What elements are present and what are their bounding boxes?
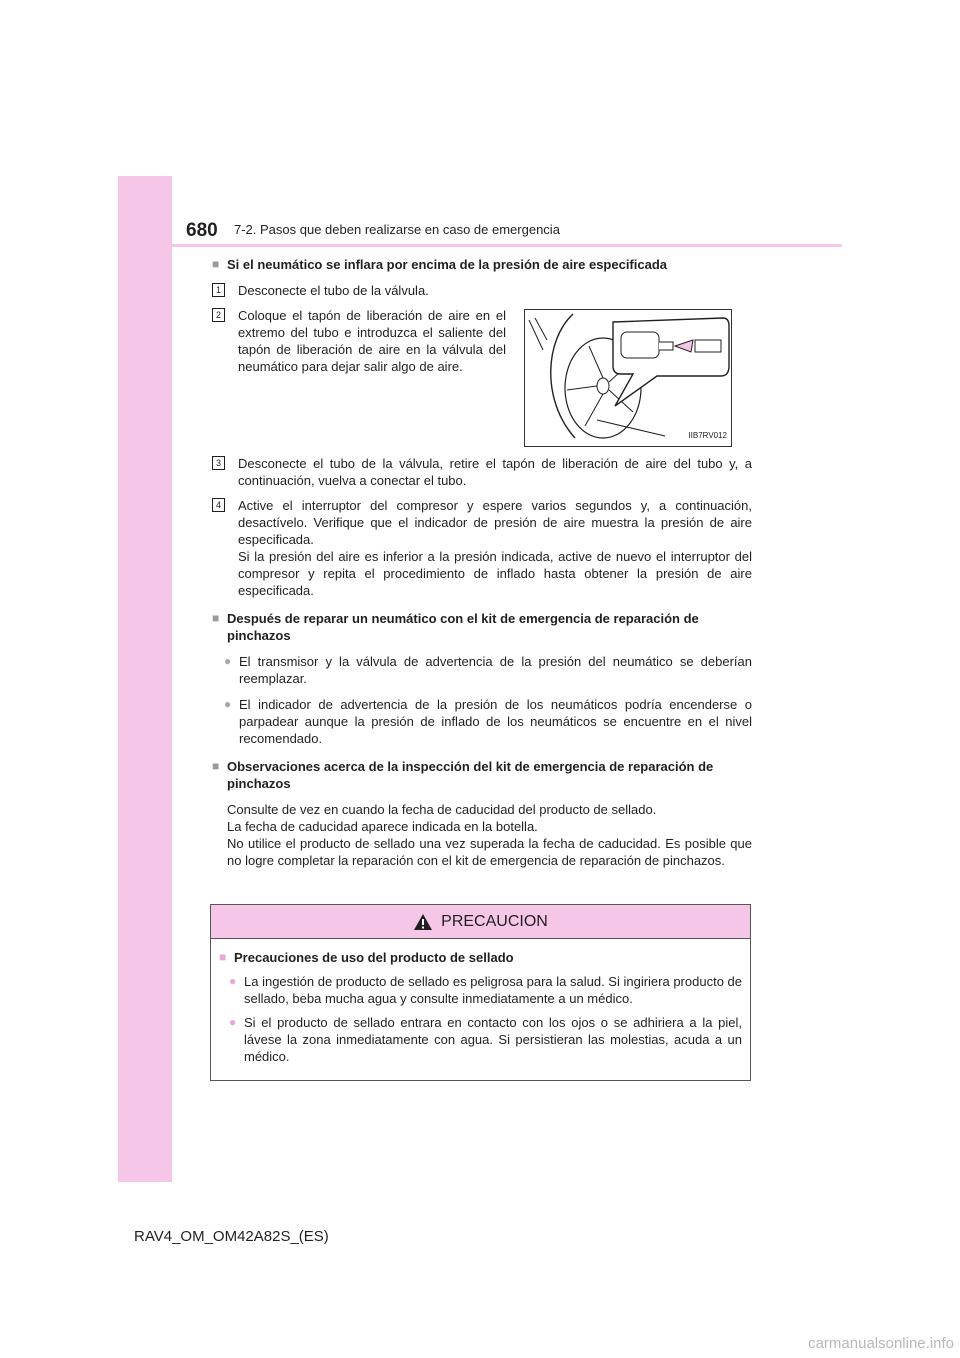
section-heading [212,758,752,792]
step-3 [212,455,752,489]
list-item [229,1014,742,1065]
step-2-row [212,307,752,447]
circle-bullet-icon: ● [224,654,232,668]
side-color-band [118,176,172,1182]
list-item-text: El indicador de advertencia de la presión de los neumáticos podría encenderse o parpadear aunque la presión de inflado de los neumáticos se encuentre en el nivel recomendado. [239,697,752,746]
list-item-text: Si el producto de sellado entrara en contacto con los ojos o se adhiriera a la piel, lávese la zona inmediatamente con agua. Si persistieran las molestias, acuda a un médico. [244,1015,742,1064]
step-text: Desconecte el tubo de la válvula, retire el tapón de liberación de aire del tubo y, a continuación, vuelva a conectar el tubo. [238,456,752,488]
heading-text: Si el neumático se inflara por encima de la presión de aire especificada [227,257,668,272]
main-content [212,256,752,869]
caution-title: PRECAUCION [441,912,548,930]
circle-bullet-icon: ● [229,1015,237,1029]
paragraph-line: La fecha de caducidad aparece indicada en la botella. [227,819,538,834]
heading-text: Precauciones de uso del producto de sellado [234,950,514,965]
paragraph [227,801,752,869]
heading-text: Después de reparar un neumático con el kit de emergencia de reparación de pinchazos [227,611,699,643]
list-item [224,653,752,687]
tire-valve-illustration [524,309,732,447]
list-item-text: La ingestión de producto de sellado es peligrosa para la salud. Si ingiriera producto de sellado, beba mucha agua y consulte inmediatamente a un médico. [244,974,742,1006]
document-code: RAV4_OM_OM42A82S_(ES) [134,1228,329,1245]
step-text-part2: Si la presión del aire es inferior a la presión indicada, active de nuevo el interruptor del compresor y repita el procedimiento de inflado hasta obtener la presión de aire especificada. [238,549,752,598]
figure-code: IIB7RV012 [688,431,727,440]
step-text-part1: Active el interruptor del compresor y espere varios segundos y, a continuación, desactívelo. Verifique que el indicador de presión de aire muestra la presión de aire especificada. [238,498,752,547]
step-number: 1 [212,283,225,297]
square-bullet-icon: ■ [219,950,227,964]
step-1 [212,282,752,299]
circle-bullet-icon: ● [229,974,237,988]
section-heading [212,256,752,273]
section-heading [212,610,752,644]
step-text [238,497,752,599]
watermark: carmanualsonline.info [808,1335,954,1352]
step-number: 2 [212,308,225,322]
square-bullet-icon: ■ [212,759,220,773]
tire-illustration-icon [525,310,731,446]
square-bullet-icon: ■ [212,611,220,625]
step-4 [212,497,752,599]
caution-heading [219,949,742,966]
caution-header [211,905,750,939]
list-item [229,973,742,1007]
section-title: 7-2. Pasos que deben realizarse en caso de emergencia [234,222,560,237]
heading-text: Observaciones acerca de la inspección del kit de emergencia de reparación de pinchazos [227,759,714,791]
circle-bullet-icon: ● [224,697,232,711]
caution-body [211,939,750,1065]
paragraph-line: Consulte de vez en cuando la fecha de caducidad del producto de sellado. [227,802,657,817]
step-2 [212,307,506,447]
page-number: 680 [186,220,218,241]
list-item-text: El transmisor y la válvula de advertencia de la presión del neumático se deberían reemplazar. [239,654,752,686]
step-text: Coloque el tapón de liberación de aire en el extremo del tubo e introduzca el saliente del tapón de liberación de aire en la válvula del neumático para dejar salir algo de aire. [238,308,506,374]
step-text: Desconecte el tubo de la válvula. [238,283,429,298]
step-number: 3 [212,456,225,470]
warning-triangle-icon [413,913,433,931]
caution-box [210,904,751,1081]
step-number: 4 [212,498,225,512]
square-bullet-icon: ■ [212,257,220,271]
paragraph-line: No utilice el producto de sellado una vez superada la fecha de caducidad. Es posible que no logre completar la reparación con el kit de emergencia de reparación de pinchazos. [227,836,752,868]
header-rule [118,244,842,247]
list-item [224,696,752,747]
